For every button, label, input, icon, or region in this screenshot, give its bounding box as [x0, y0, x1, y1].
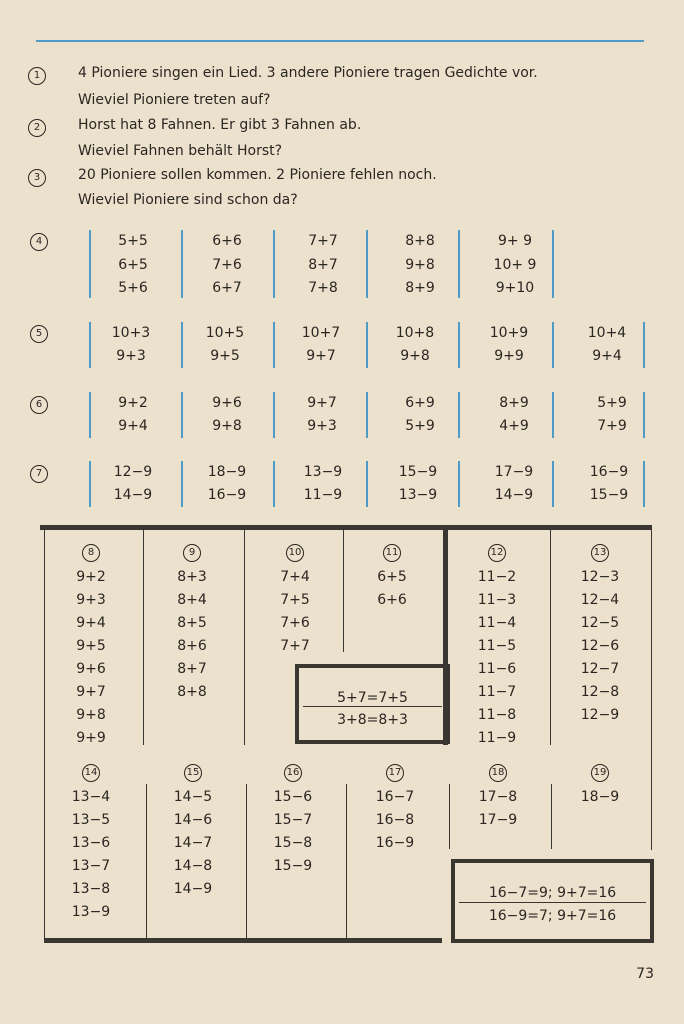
rule-line-1: 16−7=9; 9+7=16 — [488, 885, 617, 901]
rule-line-2: 3+8=8+3 — [337, 712, 408, 728]
ex5-expr: 9+9 — [494, 348, 524, 364]
item: 9+7 — [76, 684, 106, 700]
ex7-expr: 13−9 — [398, 487, 438, 503]
ex5-expr: 9+4 — [592, 348, 622, 364]
item: 7+5 — [280, 592, 310, 608]
task-2-line-2: Wieviel Fahnen behält Horst? — [78, 143, 283, 159]
divider — [552, 230, 554, 298]
item: 18−9 — [580, 789, 620, 805]
item: 13−6 — [71, 835, 111, 851]
box-left-edge — [44, 530, 45, 940]
item: 9+8 — [76, 707, 106, 723]
item: 12−7 — [580, 661, 620, 677]
divider — [273, 230, 275, 298]
ex5-expr: 10+4 — [587, 325, 627, 341]
divider — [458, 392, 460, 438]
ex5-expr: 9+3 — [116, 348, 146, 364]
item: 12−4 — [580, 592, 620, 608]
item: 13−8 — [71, 881, 111, 897]
ex7-expr: 15−9 — [398, 464, 438, 480]
ex7-expr: 16−9 — [589, 464, 629, 480]
divider — [552, 392, 554, 438]
exercise-number-5: 5 — [30, 325, 48, 343]
ex4-expr: 9+8 — [405, 257, 435, 273]
divider — [181, 392, 183, 438]
item: 13−5 — [71, 812, 111, 828]
ex6-expr: 9+8 — [212, 418, 242, 434]
ex7-expr: 14−9 — [494, 487, 534, 503]
ex7-expr: 17−9 — [494, 464, 534, 480]
divider — [643, 322, 645, 368]
column-14 — [51, 760, 131, 924]
item: 11−4 — [477, 615, 517, 631]
ex5-expr: 10+9 — [489, 325, 529, 341]
divider — [458, 322, 460, 368]
ex4-expr: 9+ 9 — [498, 233, 532, 249]
divider — [181, 230, 183, 298]
divider — [89, 461, 91, 507]
ex7-expr: 15−9 — [589, 487, 629, 503]
item: 8+7 — [177, 661, 207, 677]
column-17 — [355, 760, 435, 855]
page-number: 73 — [636, 966, 654, 982]
exercise-number-13: 13 — [591, 544, 609, 562]
ex7-expr: 13−9 — [303, 464, 343, 480]
ex4-expr: 5+6 — [118, 280, 148, 296]
ex4-expr: 8+7 — [308, 257, 338, 273]
item: 11−6 — [477, 661, 517, 677]
item: 8+8 — [177, 684, 207, 700]
item: 6+6 — [377, 592, 407, 608]
ex5-expr: 9+7 — [306, 348, 336, 364]
ex7-expr: 11−9 — [303, 487, 343, 503]
column-9 — [152, 540, 232, 704]
item: 14−5 — [173, 789, 213, 805]
rule-separator — [303, 706, 442, 707]
divider — [181, 322, 183, 368]
item: 15−7 — [273, 812, 313, 828]
item: 9+2 — [76, 569, 106, 585]
column-8 — [51, 540, 131, 750]
item: 11−3 — [477, 592, 517, 608]
item: 14−6 — [173, 812, 213, 828]
column-rule — [143, 530, 144, 745]
ex6-expr: 5+9 — [405, 418, 435, 434]
ex6-expr: 7+9 — [597, 418, 627, 434]
ex6-expr: 9+6 — [212, 395, 242, 411]
item: 16−8 — [375, 812, 415, 828]
exercise-number-16: 16 — [284, 764, 302, 782]
ex4-expr: 7+6 — [212, 257, 242, 273]
ex4-expr: 7+8 — [308, 280, 338, 296]
item: 8+6 — [177, 638, 207, 654]
item: 16−9 — [375, 835, 415, 851]
task-number-2: 2 — [28, 119, 46, 137]
divider — [89, 322, 91, 368]
exercise-number-4: 4 — [30, 233, 48, 251]
exercise-number-10: 10 — [286, 544, 304, 562]
ex4-expr: 6+6 — [212, 233, 242, 249]
column-10 — [255, 540, 335, 658]
exercise-number-14: 14 — [82, 764, 100, 782]
column-rule — [550, 530, 551, 745]
ex5-expr: 9+5 — [210, 348, 240, 364]
task-1-line-2: Wieviel Pioniere treten auf? — [78, 92, 271, 108]
rule-line-1: 5+7=7+5 — [337, 690, 408, 706]
ex7-expr: 14−9 — [113, 487, 153, 503]
item: 17−8 — [478, 789, 518, 805]
item: 11−5 — [477, 638, 517, 654]
exercise-number-7: 7 — [30, 465, 48, 483]
exercise-number-15: 15 — [184, 764, 202, 782]
item: 11−2 — [477, 569, 517, 585]
task-3-line-1: 20 Pioniere sollen kommen. 2 Pioniere fehlen noch. — [78, 167, 437, 183]
rule-box-subtraction — [451, 859, 654, 943]
task-3-line-2: Wieviel Pioniere sind schon da? — [78, 192, 298, 208]
column-rule — [246, 784, 247, 939]
ex4-expr: 7+7 — [308, 233, 338, 249]
ex7-expr: 16−9 — [207, 487, 247, 503]
divider — [366, 392, 368, 438]
ex4-expr: 6+7 — [212, 280, 242, 296]
divider — [552, 322, 554, 368]
ex5-expr: 10+7 — [301, 325, 341, 341]
task-2-line-1: Horst hat 8 Fahnen. Er gibt 3 Fahnen ab. — [78, 117, 362, 133]
divider — [273, 392, 275, 438]
item: 14−7 — [173, 835, 213, 851]
exercise-number-8: 8 — [82, 544, 100, 562]
ex4-expr: 5+5 — [118, 233, 148, 249]
exercise-number-6: 6 — [30, 396, 48, 414]
item: 12−8 — [580, 684, 620, 700]
item: 6+5 — [377, 569, 407, 585]
column-18 — [458, 760, 538, 832]
ex5-expr: 10+3 — [111, 325, 151, 341]
item: 15−8 — [273, 835, 313, 851]
item: 9+6 — [76, 661, 106, 677]
item: 8+3 — [177, 569, 207, 585]
divider — [181, 461, 183, 507]
divider — [366, 322, 368, 368]
ex6-expr: 9+3 — [307, 418, 337, 434]
column-rule — [551, 784, 552, 849]
item: 8+5 — [177, 615, 207, 631]
item: 12−9 — [580, 707, 620, 723]
ex5-expr: 10+5 — [205, 325, 245, 341]
ex4-expr: 8+9 — [405, 280, 435, 296]
ex4-expr: 9+10 — [495, 280, 535, 296]
rule-separator — [459, 902, 646, 903]
item: 13−4 — [71, 789, 111, 805]
ex6-expr: 5+9 — [597, 395, 627, 411]
item: 11−9 — [477, 730, 517, 746]
item: 12−5 — [580, 615, 620, 631]
header-rule — [36, 40, 644, 42]
ex5-expr: 9+8 — [400, 348, 430, 364]
item: 13−9 — [71, 904, 111, 920]
divider — [366, 230, 368, 298]
ex6-expr: 4+9 — [499, 418, 529, 434]
item: 7+4 — [280, 569, 310, 585]
item: 9+3 — [76, 592, 106, 608]
box-right-edge — [651, 530, 652, 850]
box-bottom-border — [44, 938, 442, 943]
task-1-line-1: 4 Pioniere singen ein Lied. 3 andere Pioniere tragen Gedichte vor. — [78, 65, 538, 81]
ex4-expr: 6+5 — [118, 257, 148, 273]
item: 16−7 — [375, 789, 415, 805]
divider — [273, 322, 275, 368]
exercise-number-9: 9 — [183, 544, 201, 562]
divider — [273, 461, 275, 507]
item: 11−7 — [477, 684, 517, 700]
task-number-3: 3 — [28, 169, 46, 187]
item: 13−7 — [71, 858, 111, 874]
item: 9+5 — [76, 638, 106, 654]
exercise-number-17: 17 — [386, 764, 404, 782]
divider — [89, 392, 91, 438]
ex6-expr: 6+9 — [405, 395, 435, 411]
column-15 — [153, 760, 233, 901]
exercise-number-18: 18 — [489, 764, 507, 782]
exercise-number-11: 11 — [383, 544, 401, 562]
item: 17−9 — [478, 812, 518, 828]
ex4-expr: 10+ 9 — [493, 257, 537, 273]
ex6-expr: 9+7 — [307, 395, 337, 411]
column-13 — [560, 540, 640, 727]
divider — [89, 230, 91, 298]
ex4-expr: 8+8 — [405, 233, 435, 249]
column-rule — [146, 784, 147, 939]
item: 15−9 — [273, 858, 313, 874]
ex6-expr: 9+4 — [118, 418, 148, 434]
rule-line-2: 16−9=7; 9+7=16 — [488, 908, 617, 924]
item: 14−9 — [173, 881, 213, 897]
rule-box-commutative — [295, 664, 450, 744]
item: 7+6 — [280, 615, 310, 631]
ex7-expr: 18−9 — [207, 464, 247, 480]
column-11 — [352, 540, 432, 612]
item: 9+9 — [76, 730, 106, 746]
ex6-expr: 9+2 — [118, 395, 148, 411]
column-rule — [346, 784, 347, 939]
item: 11−8 — [477, 707, 517, 723]
item: 14−8 — [173, 858, 213, 874]
item: 12−3 — [580, 569, 620, 585]
divider — [458, 461, 460, 507]
column-12 — [457, 540, 537, 750]
divider — [552, 461, 554, 507]
divider — [458, 230, 460, 298]
column-rule — [244, 530, 245, 745]
item: 9+4 — [76, 615, 106, 631]
ex6-expr: 8+9 — [499, 395, 529, 411]
exercise-number-19: 19 — [591, 764, 609, 782]
column-19 — [560, 760, 640, 809]
task-number-1: 1 — [28, 67, 46, 85]
ex7-expr: 12−9 — [113, 464, 153, 480]
item: 12−6 — [580, 638, 620, 654]
exercise-number-12: 12 — [488, 544, 506, 562]
item: 7+7 — [280, 638, 310, 654]
box-top-border — [40, 525, 652, 530]
ex5-expr: 10+8 — [395, 325, 435, 341]
item: 8+4 — [177, 592, 207, 608]
item: 15−6 — [273, 789, 313, 805]
divider — [366, 461, 368, 507]
column-rule — [343, 530, 344, 652]
column-rule — [449, 784, 450, 849]
column-16 — [253, 760, 333, 878]
